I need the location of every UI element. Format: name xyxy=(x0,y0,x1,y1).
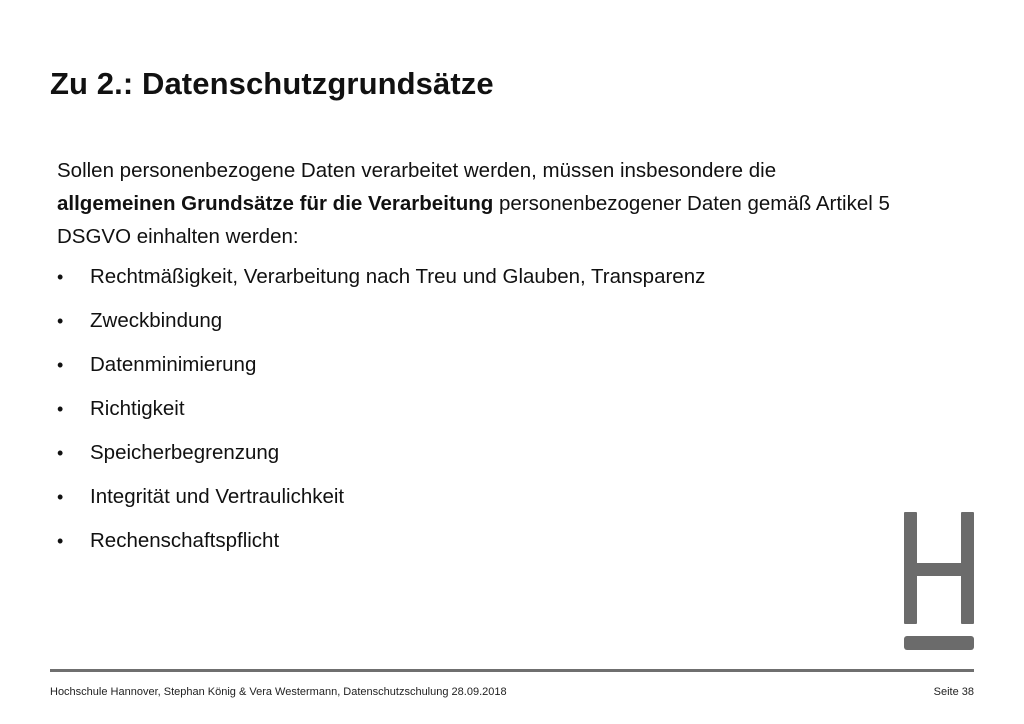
logo-crossbar xyxy=(904,563,974,576)
list-item-text: Richtigkeit xyxy=(90,397,185,420)
intro-text-after: personenbezogener Daten gemäß Artikel 5 DSGVO einhalten werden: xyxy=(57,192,890,248)
list-item xyxy=(57,262,705,306)
list-item xyxy=(57,350,705,394)
principles-list xyxy=(57,262,705,570)
list-item-text: Rechtmäßigkeit, Verarbeitung nach Treu und Glauben, Transparenz xyxy=(90,265,706,288)
bullet-icon: • xyxy=(57,355,64,375)
bullet-icon: • xyxy=(57,443,64,463)
logo-underline xyxy=(904,636,974,650)
list-item-text: Datenminimierung xyxy=(90,353,257,376)
slide-title: Zu 2.: Datenschutzgrundsätze xyxy=(50,66,494,101)
list-item xyxy=(57,482,705,526)
page-number: Seite 38 xyxy=(933,686,974,698)
intro-text-bold: allgemeinen Grundsätze für die Verarbeitung xyxy=(57,192,494,215)
list-item-text: Integrität und Vertraulichkeit xyxy=(90,485,345,508)
bullet-icon: • xyxy=(57,399,64,419)
hochschule-hannover-logo-icon xyxy=(904,512,976,654)
list-item xyxy=(57,526,705,570)
bullet-icon: • xyxy=(57,531,64,551)
bullet-icon: • xyxy=(57,267,64,287)
intro-paragraph xyxy=(57,154,897,253)
footer-divider xyxy=(50,669,974,672)
bullet-icon: • xyxy=(57,487,64,507)
footer-credits: Hochschule Hannover, Stephan König & Vera Westermann, Datenschutzschulung 28.09.2018 xyxy=(50,686,507,698)
list-item xyxy=(57,394,705,438)
list-item-text: Speicherbegrenzung xyxy=(90,441,280,464)
list-item-text: Zweckbindung xyxy=(90,309,223,332)
list-item xyxy=(57,306,705,350)
bullet-icon: • xyxy=(57,311,64,331)
list-item xyxy=(57,438,705,482)
intro-text-before: Sollen personenbezogene Daten verarbeitet werden, müssen insbesondere die xyxy=(57,159,777,182)
list-item-text: Rechenschaftspflicht xyxy=(90,529,280,552)
